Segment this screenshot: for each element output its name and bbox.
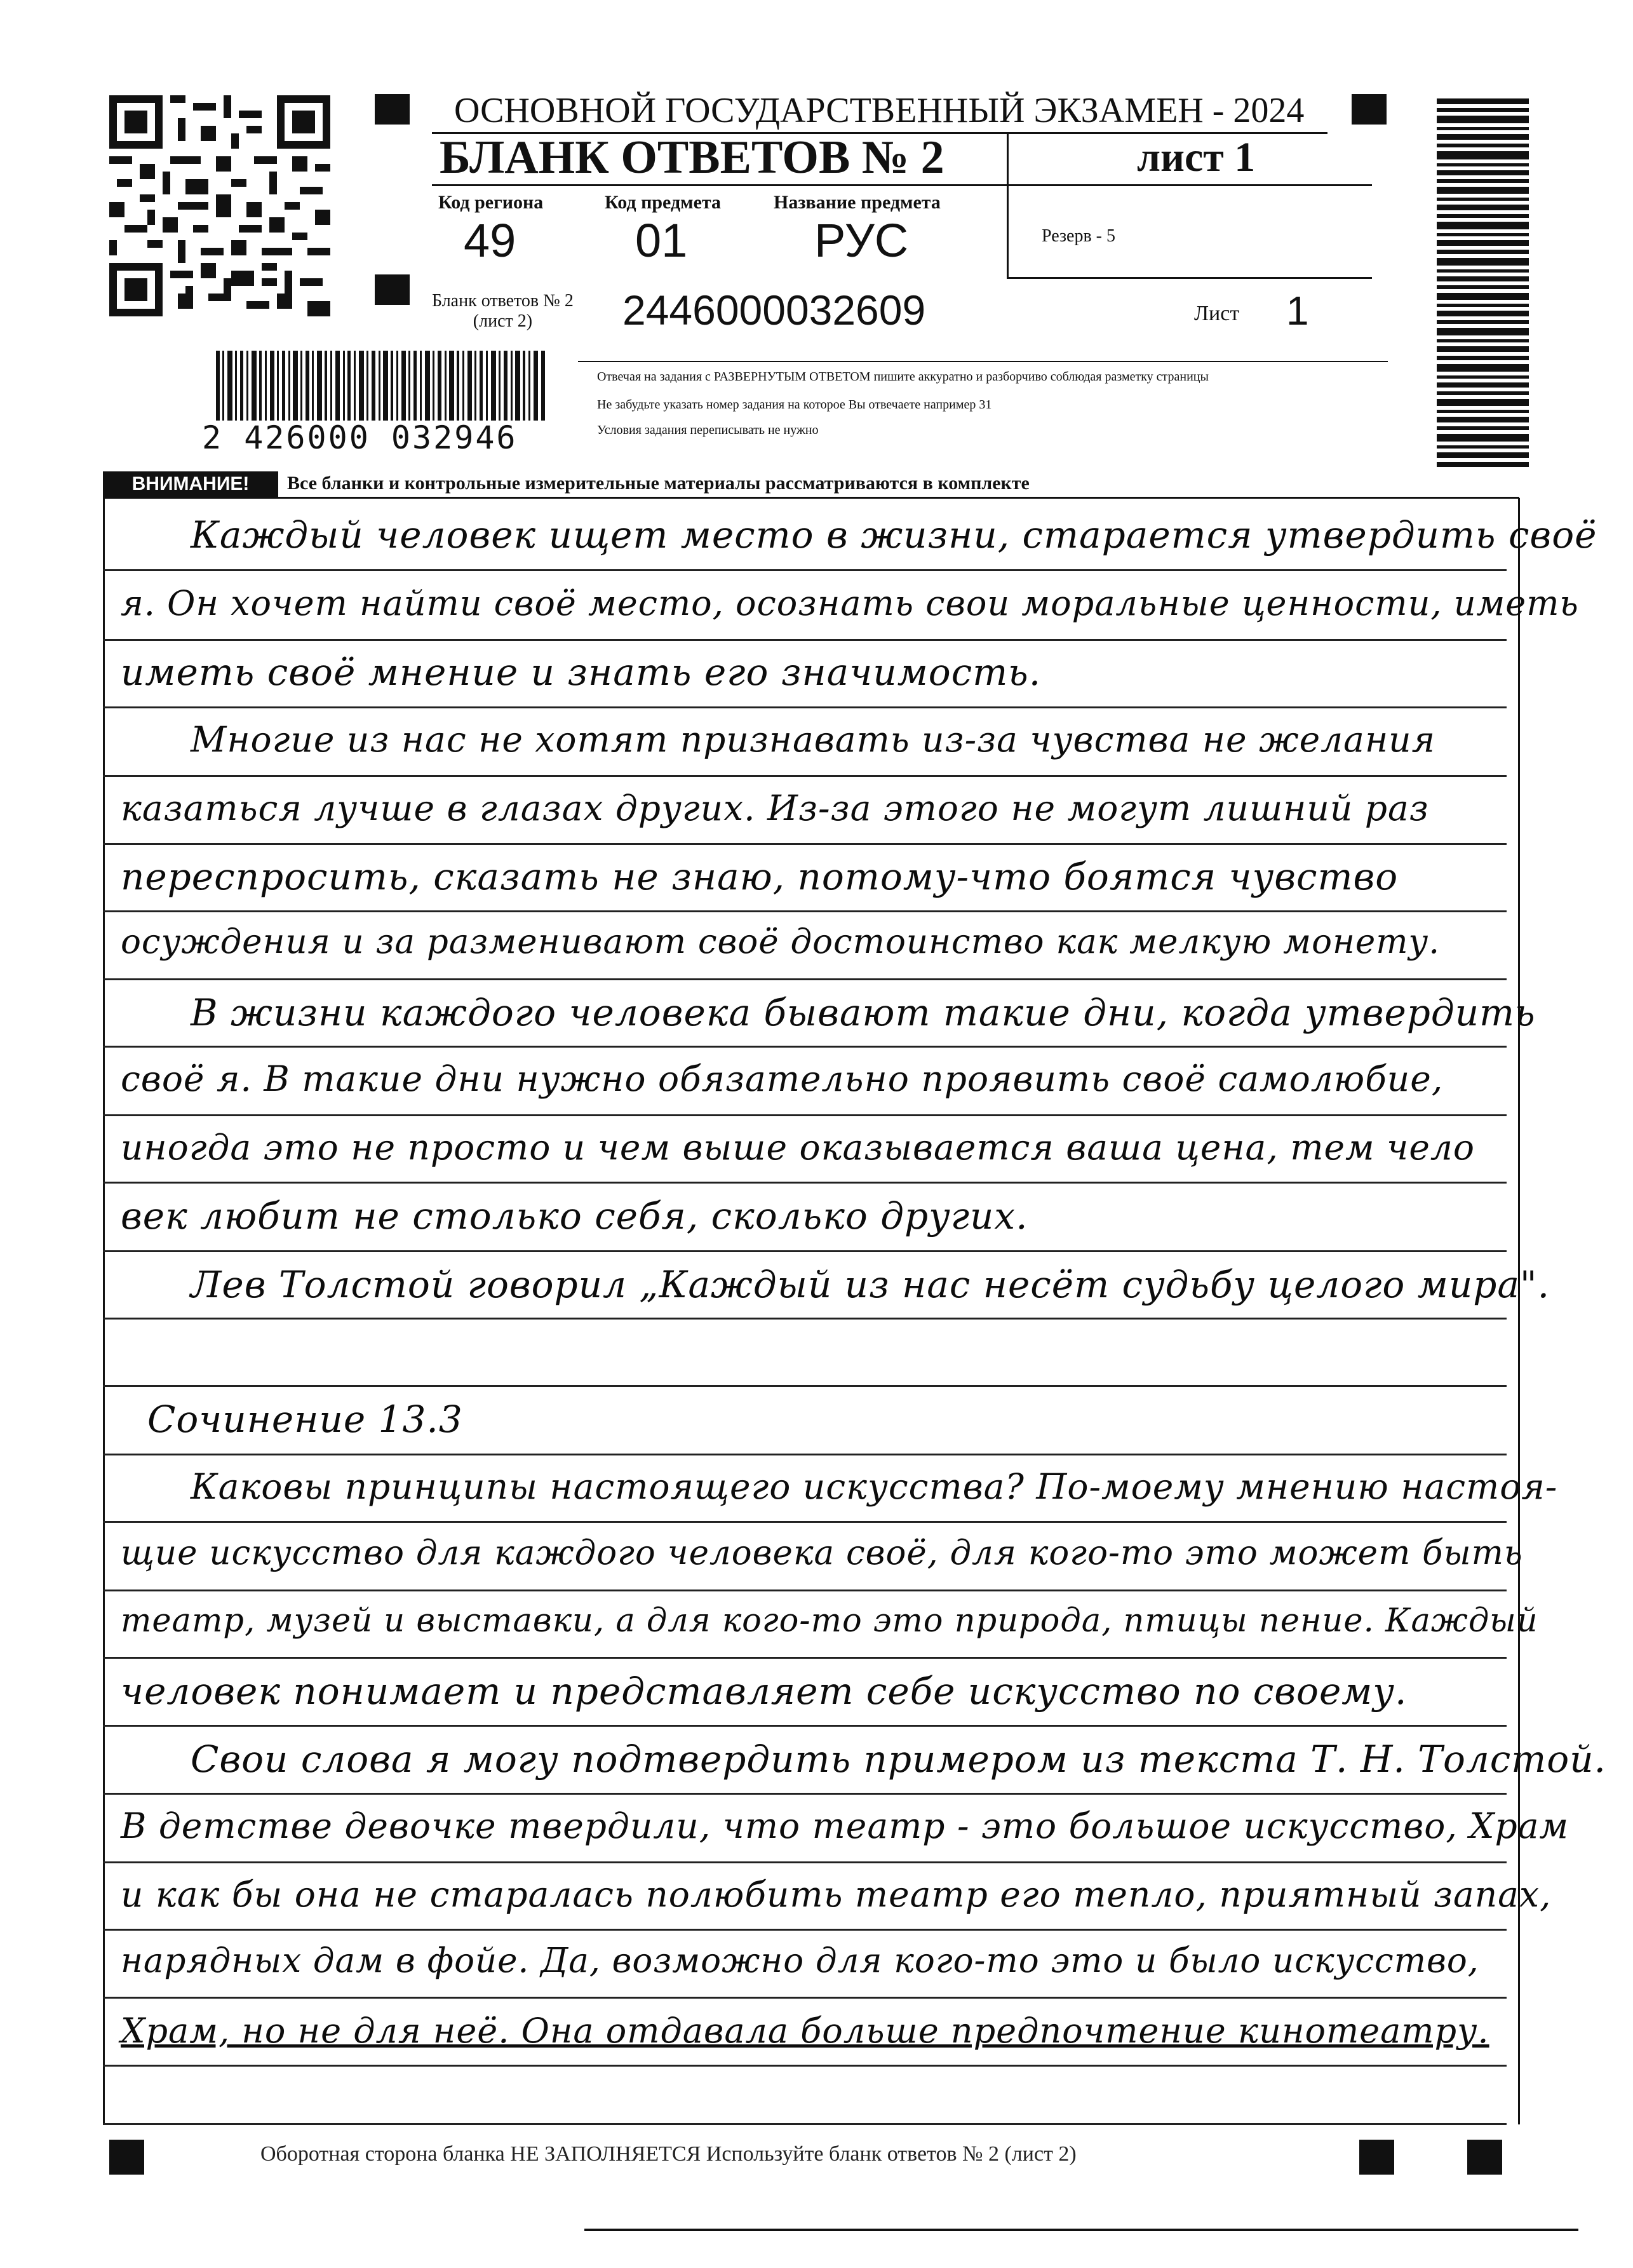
rule-line	[103, 1318, 1507, 1320]
warning-bar	[103, 471, 1519, 498]
rule-line	[103, 706, 1507, 708]
rule-line	[103, 2065, 1507, 2067]
warning-underline	[103, 497, 1519, 499]
subject-name-label: Название предмета	[774, 192, 941, 213]
subject-code-value: 01	[635, 214, 688, 267]
sheet-label: Лист	[1194, 302, 1240, 325]
rule-line	[103, 910, 1507, 912]
answer-line: я. Он хочет найти своё место, осознать свои моральные ценности, иметь	[121, 583, 1579, 623]
rule-line	[103, 1114, 1507, 1116]
answer-line: своё я. В такие дни нужно обязательно проявить своё самолюбие,	[121, 1058, 1444, 1099]
form-ref-label-line2: (лист 2)	[473, 311, 533, 331]
rule-line	[103, 775, 1507, 777]
form-barcode	[216, 351, 546, 421]
exam-title: ОСНОВНОЙ ГОСУДАРСТВЕННЫЙ ЭКЗАМЕН - 2024	[454, 91, 1305, 130]
answer-line: переспросить, сказать не знаю, потому-что боятся чувство	[121, 855, 1399, 898]
answer-line: человек понимает и представляет себе искусство по своему.	[121, 1670, 1408, 1713]
form-title: БЛАНК ОТВЕТОВ № 2	[440, 132, 944, 184]
footer-rule	[584, 2229, 1578, 2231]
answer-line: Многие из нас не хотят признавать из-за чувства не желания	[191, 719, 1436, 760]
rule-line	[103, 2123, 1507, 2125]
answer-line: В жизни каждого человека бывают такие дни, когда утвердить	[191, 991, 1536, 1034]
region-label: Код региона	[438, 192, 544, 213]
answer-line: и как бы она не старалась полюбить театр его тепло, приятный запах,	[121, 1874, 1552, 1915]
registration-mark	[375, 94, 410, 125]
answer-line-last-text: Храм, но не для неё. Она отдавала больше предпочтение кинотеатру.	[121, 2011, 1489, 2051]
qr-code	[109, 95, 330, 316]
instruction-3: Условия задания переписывать не нужно	[597, 423, 819, 437]
answer-line-last	[121, 2011, 1489, 2051]
rule-line	[103, 1793, 1507, 1795]
rule-line	[103, 1657, 1507, 1659]
registration-mark	[375, 274, 410, 305]
footer-text: Оборотная сторона бланка НЕ ЗАПОЛНЯЕТСЯ Используйте бланк ответов № 2 (лист 2)	[260, 2142, 1077, 2166]
answer-area-left-border	[103, 498, 105, 2124]
instruction-2: Не забудьте указать номер задания на которое Вы отвечаете например 31	[597, 398, 992, 412]
header-divider	[1007, 133, 1009, 278]
registration-mark	[109, 2140, 144, 2175]
subject-name-value: РУС	[814, 214, 909, 267]
rule-line	[103, 1861, 1507, 1863]
rule-line	[103, 1997, 1507, 1999]
header-rule	[432, 184, 1372, 186]
answer-line: В детстве девочке твердили, что театр - это большое искусство, Храм	[121, 1806, 1569, 1846]
instructions-divider	[578, 361, 1388, 362]
rule-line	[103, 1929, 1507, 1931]
reserve-label: Резерв - 5	[1042, 226, 1116, 246]
subject-code-label: Код предмета	[605, 192, 721, 213]
barcode-number: 2 426000 032946	[202, 419, 518, 456]
answer-line: иногда это не просто и чем выше оказывается ваша цена, тем чело	[121, 1127, 1475, 1168]
rule-line	[103, 1182, 1507, 1184]
header-rule-lower	[1007, 277, 1372, 279]
answer-line: казаться лучше в глазах других. Из-за этого не могут лишний раз	[121, 788, 1429, 828]
rule-line	[103, 978, 1507, 980]
answer-line: Сочинение 13.3	[147, 1398, 463, 1441]
form-ref-label	[432, 291, 574, 332]
registration-mark	[1352, 94, 1387, 125]
rule-line	[103, 1521, 1507, 1523]
form-number: 2446000032609	[622, 287, 926, 334]
answer-line: Свои слова я могу подтвердить примером из текста Т. Н. Толстой.	[191, 1738, 1606, 1781]
rule-line	[103, 1250, 1507, 1252]
answer-line: Лев Толстой говорил „Каждый из нас несёт судьбу целого мира".	[191, 1263, 1550, 1306]
form-ref-label-line1: Бланк ответов № 2	[432, 291, 574, 311]
side-barcode	[1437, 98, 1529, 467]
rule-line	[103, 843, 1507, 845]
rule-line	[103, 639, 1507, 641]
rule-line	[103, 1385, 1507, 1387]
answer-line: Каждый человек ищет место в жизни, старается утвердить своё	[191, 513, 1597, 557]
sheet-number: 1	[1286, 288, 1309, 334]
rule-line	[103, 1590, 1507, 1591]
warning-tag: ВНИМАНИЕ!	[103, 471, 278, 497]
answer-line: театр, музей и выставки, а для кого-то это природа, птицы пение. Каждый	[121, 1602, 1538, 1640]
answer-line: Каковы принципы настоящего искусства? По-моему мнению настоя-	[191, 1466, 1558, 1507]
rule-line	[103, 569, 1507, 571]
sheet-title: лист 1	[1137, 134, 1256, 180]
answer-line: иметь своё мнение и знать его значимость.	[121, 651, 1042, 694]
instruction-1: Отвечая на задания с РАЗВЕРНУТЫМ ОТВЕТОМ пишите аккуратно и разборчиво соблюдая разметку страницы	[597, 370, 1209, 384]
registration-mark	[1467, 2140, 1502, 2175]
rule-line	[103, 1725, 1507, 1727]
answer-line: осуждения и за разменивают своё достоинство как мелкую монету.	[121, 922, 1441, 961]
answer-line: нарядных дам в фойе. Да, возможно для кого-то это и было искусство,	[121, 1941, 1479, 1980]
rule-line	[103, 1454, 1507, 1455]
answer-line: щие искусство для каждого человека своё, для кого-то это может быть	[121, 1534, 1523, 1572]
warning-text: Все бланки и контрольные измерительные материалы рассматриваются в комплекте	[287, 473, 1030, 494]
registration-mark	[1359, 2140, 1394, 2175]
answer-line: век любит не столько себя, сколько других.	[121, 1194, 1028, 1238]
region-value: 49	[464, 214, 516, 267]
rule-line	[103, 1046, 1507, 1048]
